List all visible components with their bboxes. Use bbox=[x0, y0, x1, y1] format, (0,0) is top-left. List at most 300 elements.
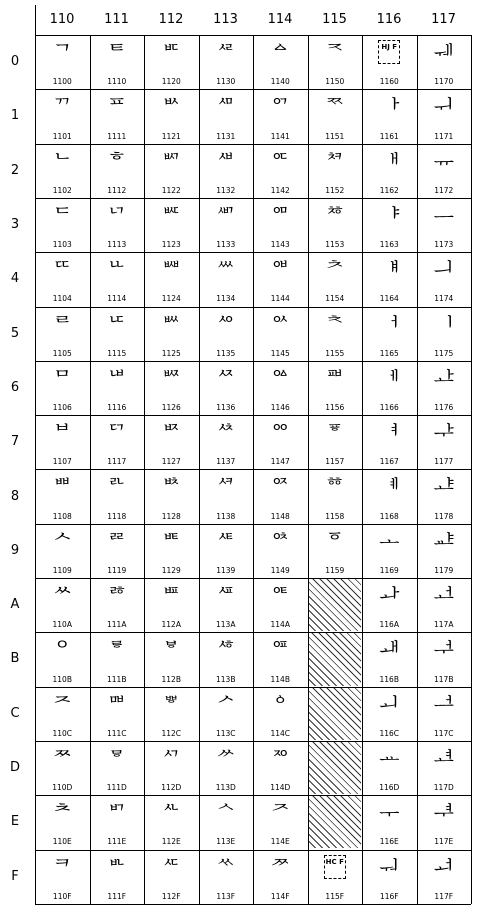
code-point-label: 1162 bbox=[379, 185, 399, 195]
chart-cell bbox=[308, 687, 363, 741]
chart-cell bbox=[362, 307, 417, 361]
code-point-label: 111A bbox=[107, 620, 127, 630]
jamo-glyph: ᄯ bbox=[161, 856, 182, 881]
chart-cell bbox=[35, 850, 90, 904]
jamo-glyph: ᄷ bbox=[215, 422, 236, 447]
chart-cell bbox=[90, 307, 145, 361]
chart-cell bbox=[35, 687, 90, 741]
jamo-glyph: ᅹ bbox=[433, 530, 454, 555]
jamo-glyph: ᅉ bbox=[270, 530, 291, 555]
code-point-label: 112E bbox=[161, 837, 181, 847]
chart-cell bbox=[144, 578, 199, 632]
chart-cell bbox=[144, 469, 199, 523]
jamo-glyph: ᄀ bbox=[52, 42, 73, 66]
code-point-label: 1125 bbox=[161, 348, 181, 358]
code-point-label: 116E bbox=[379, 837, 399, 847]
jamo-glyph: ᅲ bbox=[433, 150, 454, 175]
jamo-glyph: ᄰ bbox=[215, 42, 236, 66]
code-point-label: 1100 bbox=[52, 77, 72, 87]
code-point-label: 1143 bbox=[270, 240, 290, 250]
code-point-label: 117A bbox=[434, 620, 454, 630]
jamo-glyph: ᅀ bbox=[270, 42, 291, 66]
chart-cell bbox=[253, 89, 308, 143]
jamo-glyph: ᄛ bbox=[106, 639, 127, 664]
jamo-glyph: ᅋ bbox=[270, 639, 291, 664]
jamo-glyph: ᅊ bbox=[270, 585, 291, 609]
code-point-label: 1109 bbox=[52, 565, 72, 575]
code-point-label: 114B bbox=[270, 674, 290, 684]
code-point-label: 1134 bbox=[216, 294, 236, 304]
jamo-glyph: ᄳ bbox=[215, 204, 236, 229]
chart-cell bbox=[308, 741, 363, 795]
row-header: 8 bbox=[10, 488, 20, 504]
code-point-label: 1169 bbox=[379, 565, 399, 575]
jamo-glyph: ᅙ bbox=[324, 530, 345, 555]
chart-cell bbox=[308, 144, 363, 198]
code-point-label: 111F bbox=[107, 891, 127, 901]
row-header: 2 bbox=[10, 162, 20, 178]
chart-cell bbox=[90, 795, 145, 849]
chart-cell bbox=[253, 361, 308, 415]
column-header: 117 bbox=[431, 12, 456, 27]
chart-cell bbox=[35, 469, 90, 523]
code-point-label: 1159 bbox=[325, 565, 345, 575]
jamo-glyph: ᅗ bbox=[324, 422, 345, 447]
chart-cell bbox=[253, 524, 308, 578]
code-point-label: 1132 bbox=[216, 185, 236, 195]
code-point-label: 1156 bbox=[325, 403, 345, 413]
chart-cell bbox=[144, 850, 199, 904]
jamo-glyph: ᅫ bbox=[379, 639, 400, 664]
grid-line bbox=[471, 35, 472, 904]
jamo-glyph: ᄞ bbox=[106, 802, 127, 827]
chart-cell bbox=[417, 469, 472, 523]
code-point-label: 1110 bbox=[107, 77, 127, 87]
chart-cell bbox=[308, 252, 363, 306]
chart-cell bbox=[90, 252, 145, 306]
chart-cell bbox=[308, 415, 363, 469]
jamo-glyph: ᄺ bbox=[215, 585, 236, 609]
jamo-glyph: ᄓ bbox=[106, 204, 127, 229]
jamo-glyph: ᅘ bbox=[324, 476, 345, 501]
jamo-glyph: ᄩ bbox=[161, 530, 182, 555]
code-point-label: 1167 bbox=[379, 457, 399, 467]
reserved-hatch bbox=[309, 688, 362, 740]
chart-cell bbox=[417, 741, 472, 795]
code-point-label: 1117 bbox=[107, 457, 127, 467]
reserved-hatch bbox=[309, 633, 362, 685]
column-header: 116 bbox=[376, 12, 402, 27]
code-point-label: 1103 bbox=[52, 240, 72, 250]
code-point-label: 1171 bbox=[434, 131, 454, 141]
code-point-label: 1151 bbox=[325, 131, 345, 141]
chart-cell bbox=[199, 415, 254, 469]
jamo-glyph: ᅶ bbox=[433, 367, 454, 392]
jamo-glyph: ᄋ bbox=[52, 639, 73, 664]
chart-cell bbox=[253, 252, 308, 306]
chart-cell bbox=[35, 361, 90, 415]
jamo-glyph: ᄫ bbox=[161, 639, 182, 664]
code-point-label: 117C bbox=[433, 728, 454, 738]
chart-cell bbox=[199, 89, 254, 143]
chart-cell bbox=[199, 144, 254, 198]
code-point-label: 110E bbox=[52, 837, 72, 847]
chart-cell bbox=[417, 632, 472, 686]
jamo-glyph: ᅎ bbox=[270, 802, 291, 827]
jamo-glyph: ᄘ bbox=[106, 476, 127, 501]
chart-cell bbox=[35, 35, 90, 89]
jamo-glyph: ᄻ bbox=[215, 639, 236, 664]
jamo-glyph: ᄮ bbox=[161, 802, 182, 827]
jamo-glyph: ᄠ bbox=[161, 42, 182, 66]
jamo-glyph: ᄿ bbox=[215, 856, 236, 881]
jamo-glyph: ᄥ bbox=[161, 313, 182, 338]
chart-cell bbox=[417, 850, 472, 904]
chart-cell bbox=[35, 415, 90, 469]
chart-cell bbox=[144, 741, 199, 795]
jamo-glyph: ᄱ bbox=[215, 96, 236, 121]
chart-cell bbox=[90, 198, 145, 252]
jamo-glyph: ᅩ bbox=[379, 530, 400, 555]
row-header: C bbox=[10, 705, 20, 721]
code-point-label: 1133 bbox=[216, 240, 236, 250]
chart-cell bbox=[199, 524, 254, 578]
chart-cell bbox=[417, 578, 472, 632]
chart-cell bbox=[362, 361, 417, 415]
jamo-glyph: ᄴ bbox=[215, 259, 236, 284]
jamo-glyph: ᄉ bbox=[52, 530, 73, 555]
chart-cell bbox=[362, 795, 417, 849]
column-header: 114 bbox=[267, 12, 293, 27]
jamo-glyph: ᅮ bbox=[379, 802, 400, 827]
code-point-label: 114C bbox=[270, 728, 291, 738]
jamo-glyph: ᅓ bbox=[324, 204, 345, 229]
code-point-label: 114E bbox=[270, 837, 290, 847]
chart-cell bbox=[362, 144, 417, 198]
jamo-glyph: ᅽ bbox=[433, 747, 454, 772]
jamo-glyph: ᄣ bbox=[161, 204, 182, 229]
code-point-label: 110F bbox=[52, 891, 72, 901]
row-header: 5 bbox=[10, 325, 20, 341]
jamo-glyph: ᅌ bbox=[270, 693, 291, 718]
code-point-label: 1145 bbox=[270, 348, 290, 358]
row-header: E bbox=[10, 814, 20, 830]
chart-cell bbox=[308, 198, 363, 252]
jamo-glyph: ᅷ bbox=[433, 422, 454, 447]
chart-cell bbox=[144, 144, 199, 198]
jamo-glyph: ᄾ bbox=[215, 802, 236, 827]
jamo-glyph: ᄂ bbox=[52, 150, 73, 175]
chart-cell bbox=[253, 795, 308, 849]
code-point-label: 1146 bbox=[270, 403, 290, 413]
jamo-glyph: ᅄ bbox=[270, 259, 291, 284]
chart-cell bbox=[90, 361, 145, 415]
code-point-label: 1178 bbox=[434, 511, 454, 521]
jamo-glyph: ᄃ bbox=[52, 204, 73, 229]
jamo-glyph: ᄡ bbox=[161, 96, 182, 121]
code-point-label: 1107 bbox=[52, 457, 72, 467]
code-point-label: 1119 bbox=[107, 565, 127, 575]
code-point-label: 112A bbox=[161, 620, 181, 630]
code-point-label: 115F bbox=[325, 891, 345, 901]
chart-cell bbox=[35, 578, 90, 632]
chart-cell bbox=[199, 198, 254, 252]
jamo-glyph: ᄨ bbox=[161, 476, 182, 501]
jamo-glyph: ᄲ bbox=[215, 150, 236, 175]
jamo-glyph: ᄌ bbox=[52, 693, 73, 718]
chart-cell bbox=[362, 687, 417, 741]
code-point-label: 1149 bbox=[270, 565, 290, 575]
jamo-glyph: ᅃ bbox=[270, 204, 291, 229]
chart-cell bbox=[308, 632, 363, 686]
code-point-label: 1161 bbox=[379, 131, 399, 141]
jamo-glyph: ᅸ bbox=[433, 476, 454, 501]
chart-cell bbox=[362, 469, 417, 523]
code-point-label: 1175 bbox=[434, 348, 454, 358]
reserved-hatch bbox=[309, 579, 362, 631]
chart-cell bbox=[35, 252, 90, 306]
chart-cell bbox=[253, 687, 308, 741]
chart-cell bbox=[362, 89, 417, 143]
jamo-glyph: ᄵ bbox=[215, 313, 236, 338]
jamo-glyph: ᄁ bbox=[52, 96, 73, 121]
code-point-label: 1129 bbox=[161, 565, 181, 575]
chart-cell bbox=[417, 89, 472, 143]
chart-cell bbox=[199, 850, 254, 904]
chart-cell bbox=[199, 252, 254, 306]
chart-cell bbox=[253, 415, 308, 469]
jamo-glyph: ᄊ bbox=[52, 585, 73, 609]
chart-cell bbox=[308, 795, 363, 849]
row-header: 1 bbox=[10, 108, 20, 124]
code-point-label: 1140 bbox=[270, 77, 290, 87]
chart-cell bbox=[90, 632, 145, 686]
code-point-label: 1144 bbox=[270, 294, 290, 304]
jamo-glyph: ᅡ bbox=[379, 96, 400, 121]
code-point-label: 1150 bbox=[325, 77, 345, 87]
code-point-label: 1147 bbox=[270, 457, 290, 467]
code-point-label: 1128 bbox=[161, 511, 181, 521]
code-point-label: 1126 bbox=[161, 403, 181, 413]
code-point-label: 1157 bbox=[325, 457, 345, 467]
jamo-glyph: ᄍ bbox=[52, 747, 73, 772]
chart-cell bbox=[35, 198, 90, 252]
jamo-glyph: ᅻ bbox=[433, 639, 454, 664]
jamo-glyph: ᄭ bbox=[161, 747, 182, 772]
chart-cell bbox=[144, 307, 199, 361]
code-point-label: 111D bbox=[106, 783, 127, 793]
reserved-hatch bbox=[309, 742, 362, 794]
chart-cell bbox=[35, 89, 90, 143]
jamo-glyph: ᄐ bbox=[106, 42, 127, 66]
code-point-label: 112B bbox=[161, 674, 181, 684]
code-point-label: 1158 bbox=[325, 511, 345, 521]
row-header: 6 bbox=[10, 379, 20, 395]
code-point-label: 1176 bbox=[434, 403, 454, 413]
code-point-label: 1154 bbox=[325, 294, 345, 304]
jamo-glyph: ᅨ bbox=[379, 476, 400, 501]
jamo-glyph: ᄪ bbox=[161, 585, 182, 609]
chart-cell bbox=[362, 252, 417, 306]
jamo-glyph: ᅂ bbox=[270, 150, 291, 175]
chart-cell bbox=[308, 361, 363, 415]
code-point-label: 112D bbox=[161, 783, 182, 793]
code-point-label: 1174 bbox=[434, 294, 454, 304]
chart-cell bbox=[417, 198, 472, 252]
jamo-glyph: ᄑ bbox=[106, 96, 127, 121]
chart-cell bbox=[362, 35, 417, 89]
chart-cell bbox=[199, 307, 254, 361]
code-point-label: 110A bbox=[52, 620, 72, 630]
jamo-glyph: ᄶ bbox=[215, 367, 236, 392]
reserved-hatch bbox=[309, 796, 362, 848]
chart-cell bbox=[253, 578, 308, 632]
jamo-glyph: ᅐ bbox=[324, 42, 345, 66]
jamo-glyph: ᄒ bbox=[106, 150, 127, 175]
code-point-label: 1131 bbox=[216, 131, 236, 141]
jamo-glyph: ᄙ bbox=[106, 530, 127, 555]
code-point-label: 113D bbox=[215, 783, 236, 793]
chart-cell bbox=[90, 89, 145, 143]
jamo-glyph: ᅍ bbox=[270, 747, 291, 772]
chart-cell bbox=[90, 35, 145, 89]
code-point-label: 113C bbox=[215, 728, 236, 738]
chart-cell bbox=[199, 35, 254, 89]
jamo-glyph: ᅢ bbox=[379, 150, 400, 175]
code-point-label: 1165 bbox=[379, 348, 399, 358]
code-point-label: 1177 bbox=[434, 457, 454, 467]
code-point-label: 1153 bbox=[325, 240, 345, 250]
chart-cell bbox=[199, 687, 254, 741]
jamo-glyph: ᅔ bbox=[324, 259, 345, 284]
chart-cell bbox=[144, 35, 199, 89]
chart-cell bbox=[144, 687, 199, 741]
chart-cell bbox=[362, 850, 417, 904]
jamo-glyph: ᄈ bbox=[52, 476, 73, 501]
code-point-label: 110B bbox=[52, 674, 72, 684]
code-point-label: 116C bbox=[379, 728, 400, 738]
jamo-glyph: ᅁ bbox=[270, 96, 291, 121]
chart-cell bbox=[144, 795, 199, 849]
code-point-label: 111E bbox=[107, 837, 127, 847]
code-point-label: 113A bbox=[216, 620, 236, 630]
code-point-label: 1122 bbox=[161, 185, 181, 195]
chart-cell bbox=[253, 632, 308, 686]
chart-cell bbox=[90, 741, 145, 795]
jamo-glyph: ᄖ bbox=[106, 367, 127, 392]
code-point-label: 110D bbox=[52, 783, 73, 793]
code-point-label: 1148 bbox=[270, 511, 290, 521]
code-point-label: 1163 bbox=[379, 240, 399, 250]
chart-cell bbox=[90, 687, 145, 741]
code-point-label: 1101 bbox=[52, 131, 72, 141]
jamo-glyph: ᄟ bbox=[106, 856, 127, 881]
jamo-glyph: ᅬ bbox=[379, 693, 400, 718]
row-header: 3 bbox=[10, 217, 20, 233]
code-point-label: 1115 bbox=[107, 348, 127, 358]
chart-cell bbox=[35, 795, 90, 849]
row-header: B bbox=[10, 651, 20, 667]
row-header: 0 bbox=[10, 54, 20, 70]
jamo-glyph: ᄅ bbox=[52, 313, 73, 338]
chart-cell bbox=[417, 252, 472, 306]
code-point-label: 1136 bbox=[216, 403, 236, 413]
jamo-glyph: ᅼ bbox=[433, 693, 454, 718]
row-header: F bbox=[11, 868, 19, 884]
chart-cell bbox=[417, 361, 472, 415]
jamo-glyph: ᄚ bbox=[106, 585, 127, 609]
code-point-label: 1160 bbox=[379, 77, 399, 87]
jamo-glyph: ᅾ bbox=[433, 802, 454, 827]
code-point-label: 1123 bbox=[161, 240, 181, 250]
code-point-label: 117B bbox=[434, 674, 454, 684]
row-header: 4 bbox=[10, 271, 20, 287]
code-point-label: 114A bbox=[270, 620, 290, 630]
chart-cell bbox=[90, 469, 145, 523]
column-header: 111 bbox=[104, 12, 129, 27]
chart-cell bbox=[253, 850, 308, 904]
chart-cell bbox=[90, 850, 145, 904]
chart-cell bbox=[308, 35, 363, 89]
chart-cell bbox=[35, 524, 90, 578]
jamo-glyph: ᅴ bbox=[433, 259, 454, 284]
chart-cell bbox=[199, 795, 254, 849]
code-point-label: 1106 bbox=[52, 403, 72, 413]
code-point-label: 1170 bbox=[434, 77, 454, 87]
chart-cell bbox=[144, 198, 199, 252]
code-point-label: 1173 bbox=[434, 240, 454, 250]
code-point-label: 1172 bbox=[434, 185, 454, 195]
chart-cell bbox=[90, 415, 145, 469]
code-point-label: 117D bbox=[433, 783, 454, 793]
code-point-label: 116A bbox=[379, 620, 399, 630]
code-point-label: 1152 bbox=[325, 185, 345, 195]
chart-cell bbox=[253, 741, 308, 795]
chart-cell bbox=[144, 524, 199, 578]
jamo-glyph: ᄜ bbox=[106, 693, 127, 718]
jamo-glyph: ᅖ bbox=[324, 367, 345, 392]
chart-cell bbox=[362, 578, 417, 632]
row-header: 9 bbox=[10, 542, 20, 558]
jamo-glyph: ᅅ bbox=[270, 313, 291, 338]
chart-cell bbox=[199, 469, 254, 523]
jamo-glyph: ᅿ bbox=[433, 856, 454, 881]
chart-cell bbox=[199, 361, 254, 415]
jamo-glyph: ᄹ bbox=[215, 530, 236, 555]
code-point-label: 1104 bbox=[52, 294, 72, 304]
column-header: 115 bbox=[322, 12, 347, 27]
code-point-label: 1111 bbox=[107, 131, 127, 141]
code-point-label: 114D bbox=[270, 783, 291, 793]
code-point-label: 1137 bbox=[216, 457, 236, 467]
code-point-label: 1168 bbox=[379, 511, 399, 521]
code-point-label: 116B bbox=[379, 674, 399, 684]
jamo-glyph: ᅧ bbox=[379, 422, 400, 447]
chart-cell bbox=[144, 361, 199, 415]
jamo-glyph: ᅥ bbox=[379, 313, 400, 338]
chart-cell bbox=[362, 741, 417, 795]
chart-cell bbox=[253, 469, 308, 523]
jamo-glyph: ᄆ bbox=[52, 367, 73, 392]
chart-cell bbox=[90, 578, 145, 632]
chart-cell bbox=[253, 144, 308, 198]
jamo-glyph: ᅈ bbox=[270, 476, 291, 501]
chart-cell bbox=[90, 144, 145, 198]
code-point-label: 1141 bbox=[270, 131, 290, 141]
code-point-label: 113B bbox=[216, 674, 236, 684]
row-header: 7 bbox=[10, 434, 20, 450]
chart-cell bbox=[417, 415, 472, 469]
